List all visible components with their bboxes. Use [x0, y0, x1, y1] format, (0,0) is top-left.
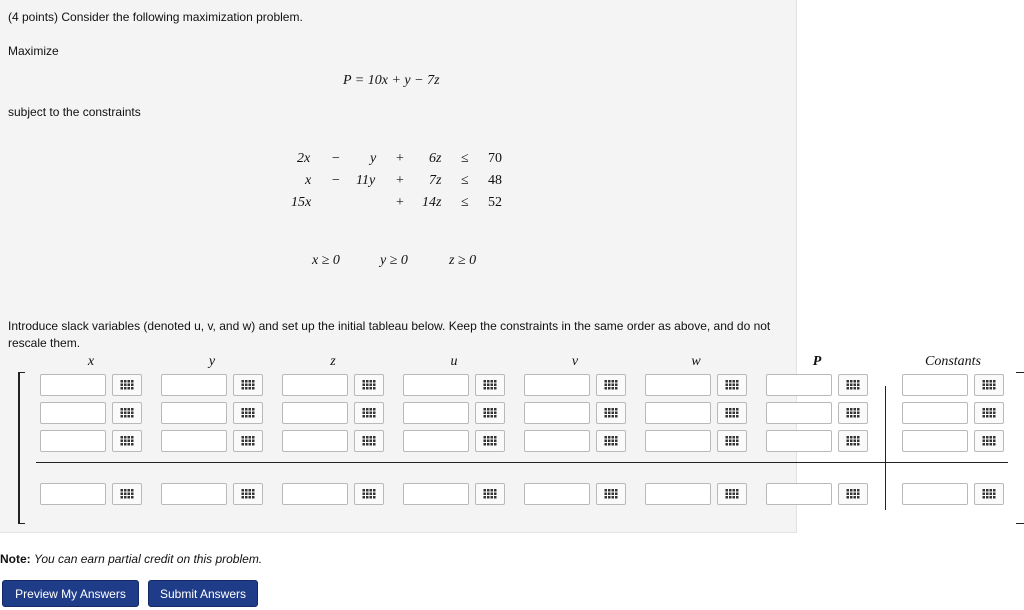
note-label: Note: [0, 552, 31, 566]
matrix-entry-button-r1-z[interactable] [354, 374, 384, 396]
submit-answers-button[interactable]: Submit Answers [148, 580, 258, 607]
header-z: z [330, 354, 336, 369]
matrix-grid-icon [241, 380, 255, 390]
matrix-entry-button-r3-y[interactable] [233, 430, 263, 452]
matrix-entry-button-r4-y[interactable] [233, 483, 263, 505]
constraint-inequality: ≤ [461, 151, 469, 166]
matrix-entry-button-r4-x[interactable] [112, 483, 142, 505]
matrix-grid-icon [846, 436, 860, 446]
matrix-grid-icon [362, 436, 376, 446]
matrix-entry-button-r4-v[interactable] [596, 483, 626, 505]
constraint-rhs: 48 [488, 173, 502, 188]
header-w: w [691, 354, 701, 369]
tableau-cell-r1-u[interactable] [403, 374, 469, 396]
matrix-grid-icon [846, 380, 860, 390]
tableau-cell-r4-w[interactable] [645, 483, 711, 505]
matrix-grid-icon [120, 380, 134, 390]
nonneg-y: y ≥ 0 [380, 253, 408, 268]
tableau-cell-r3-v[interactable] [524, 430, 590, 452]
tableau-cell-r2-w[interactable] [645, 402, 711, 424]
tableau-cell-r1-w[interactable] [645, 374, 711, 396]
header-x: x [87, 354, 95, 369]
matrix-entry-button-r2-v[interactable] [596, 402, 626, 424]
matrix-grid-icon [120, 489, 134, 499]
constraint-inequality: ≤ [461, 195, 469, 210]
preview-answers-button[interactable]: Preview My Answers [2, 580, 139, 607]
left-bracket [18, 372, 20, 524]
header-p: P [812, 354, 822, 369]
constraint-rhs: 52 [488, 195, 502, 210]
matrix-grid-icon [241, 408, 255, 418]
matrix-grid-icon [120, 408, 134, 418]
matrix-grid-icon [604, 380, 618, 390]
constraint-term: x [305, 173, 312, 188]
objective-row-divider [36, 462, 1008, 463]
instructions: Introduce slack variables (denoted u, v, and w) and set up the initial tableau below. Keep the constraints in the same order as above, and do not rescale them. [8, 319, 771, 350]
matrix-grid-icon [725, 380, 739, 390]
constraint-operator: + [396, 151, 404, 166]
matrix-entry-button-r2-u[interactable] [475, 402, 505, 424]
header-v: v [571, 354, 579, 369]
constraint-term: 7z [429, 173, 442, 188]
constraint-operator: − [332, 151, 340, 166]
constraint-rhs: 70 [488, 151, 502, 166]
header-u: u [450, 354, 458, 369]
matrix-grid-icon [982, 436, 996, 446]
matrix-entry-button-r3-u[interactable] [475, 430, 505, 452]
tableau-cell-r4-z[interactable] [282, 483, 348, 505]
tableau-cell-r2-z[interactable] [282, 402, 348, 424]
matrix-entry-button-r3-constants[interactable] [974, 430, 1004, 452]
tableau-cell-r2-y[interactable] [161, 402, 227, 424]
maximize-label: Maximize [8, 44, 59, 58]
matrix-entry-button-r4-constants[interactable] [974, 483, 1004, 505]
matrix-grid-icon [982, 380, 996, 390]
matrix-grid-icon [241, 436, 255, 446]
tableau-cell-r3-z[interactable] [282, 430, 348, 452]
matrix-grid-icon [362, 489, 376, 499]
tableau-cell-r3-p[interactable] [766, 430, 832, 452]
matrix-entry-button-r3-v[interactable] [596, 430, 626, 452]
matrix-entry-button-r4-u[interactable] [475, 483, 505, 505]
left-bracket-top [18, 372, 25, 373]
tableau-cell-r1-x[interactable] [40, 374, 106, 396]
header-y: y [208, 354, 216, 369]
matrix-grid-icon [725, 436, 739, 446]
matrix-grid-icon [846, 489, 860, 499]
objective-function: P = 10x + y − 7z [343, 73, 440, 88]
constraint-term: 6z [429, 151, 442, 166]
matrix-entry-button-r3-w[interactable] [717, 430, 747, 452]
matrix-entry-button-r1-v[interactable] [596, 374, 626, 396]
tableau-cell-r4-y[interactable] [161, 483, 227, 505]
matrix-entry-button-r3-x[interactable] [112, 430, 142, 452]
matrix-grid-icon [725, 489, 739, 499]
matrix-grid-icon [604, 489, 618, 499]
tableau-cell-r2-p[interactable] [766, 402, 832, 424]
tableau-cell-r4-constants[interactable] [902, 483, 968, 505]
tableau-cell-r3-x[interactable] [40, 430, 106, 452]
tableau-cell-r2-u[interactable] [403, 402, 469, 424]
tableau-cell-r4-x[interactable] [40, 483, 106, 505]
matrix-entry-button-r2-x[interactable] [112, 402, 142, 424]
nonneg-z: z ≥ 0 [449, 253, 477, 268]
matrix-grid-icon [483, 489, 497, 499]
tableau-cell-r4-u[interactable] [403, 483, 469, 505]
matrix-grid-icon [483, 408, 497, 418]
tableau-cell-r3-y[interactable] [161, 430, 227, 452]
constraint-inequality: ≤ [461, 173, 469, 188]
tableau-cell-r1-y[interactable] [161, 374, 227, 396]
matrix-grid-icon [725, 408, 739, 418]
constraint-operator: + [396, 173, 404, 188]
matrix-grid-icon [604, 408, 618, 418]
tableau-cell-r3-w[interactable] [645, 430, 711, 452]
tableau-cell-r4-p[interactable] [766, 483, 832, 505]
constraint-term: 2x [297, 151, 311, 166]
matrix-entry-button-r3-z[interactable] [354, 430, 384, 452]
matrix-grid-icon [982, 408, 996, 418]
matrix-entry-button-r4-p[interactable] [838, 483, 868, 505]
constraints-label: subject to the constraints [8, 105, 141, 119]
matrix-grid-icon [982, 489, 996, 499]
tableau-cell-r2-x[interactable] [40, 402, 106, 424]
header-constants: Constants [924, 354, 981, 369]
constraint-term: y [370, 151, 377, 166]
matrix-entry-button-r1-x[interactable] [112, 374, 142, 396]
matrix-grid-icon [362, 380, 376, 390]
matrix-grid-icon [483, 436, 497, 446]
tableau-cell-r1-v[interactable] [524, 374, 590, 396]
tableau-cell-r2-constants[interactable] [902, 402, 968, 424]
matrix-grid-icon [241, 489, 255, 499]
matrix-entry-button-r2-constants[interactable] [974, 402, 1004, 424]
tableau-cell-r4-v[interactable] [524, 483, 590, 505]
tableau-cell-r3-constants[interactable] [902, 430, 968, 452]
matrix-entry-button-r2-y[interactable] [233, 402, 263, 424]
matrix-entry-button-r1-y[interactable] [233, 374, 263, 396]
constraint-term: 11y [356, 173, 376, 188]
right-bracket-top [1016, 372, 1024, 373]
augment-divider [885, 386, 886, 510]
constraint-operator: + [396, 195, 404, 210]
note [0, 551, 262, 568]
matrix-entry-button-r1-w[interactable] [717, 374, 747, 396]
constraint-term: 15x [291, 195, 312, 210]
matrix-entry-button-r2-p[interactable] [838, 402, 868, 424]
right-bracket-bottom [1016, 523, 1024, 524]
matrix-grid-icon [846, 408, 860, 418]
matrix-entry-button-r1-constants[interactable] [974, 374, 1004, 396]
matrix-grid-icon [483, 380, 497, 390]
matrix-entry-button-r1-p[interactable] [838, 374, 868, 396]
matrix-entry-button-r4-z[interactable] [354, 483, 384, 505]
constraint-operator: − [332, 173, 340, 188]
note-text: You can earn partial credit on this problem. [34, 552, 263, 566]
tableau-cell-r3-u[interactable] [403, 430, 469, 452]
matrix-grid-icon [604, 436, 618, 446]
matrix-grid-icon [362, 408, 376, 418]
matrix-grid-icon [120, 436, 134, 446]
tableau-cell-r1-p[interactable] [766, 374, 832, 396]
matrix-entry-button-r2-w[interactable] [717, 402, 747, 424]
constraint-term: 14z [422, 195, 442, 210]
matrix-entry-button-r3-p[interactable] [838, 430, 868, 452]
tableau-cell-r1-constants[interactable] [902, 374, 968, 396]
matrix-entry-button-r4-w[interactable] [717, 483, 747, 505]
matrix-entry-button-r1-u[interactable] [475, 374, 505, 396]
nonneg-x: x ≥ 0 [312, 253, 340, 268]
tableau-cell-r1-z[interactable] [282, 374, 348, 396]
left-bracket-bottom [18, 523, 25, 524]
problem-intro: (4 points) Consider the following maximization problem. [8, 10, 303, 24]
matrix-entry-button-r2-z[interactable] [354, 402, 384, 424]
tableau-cell-r2-v[interactable] [524, 402, 590, 424]
